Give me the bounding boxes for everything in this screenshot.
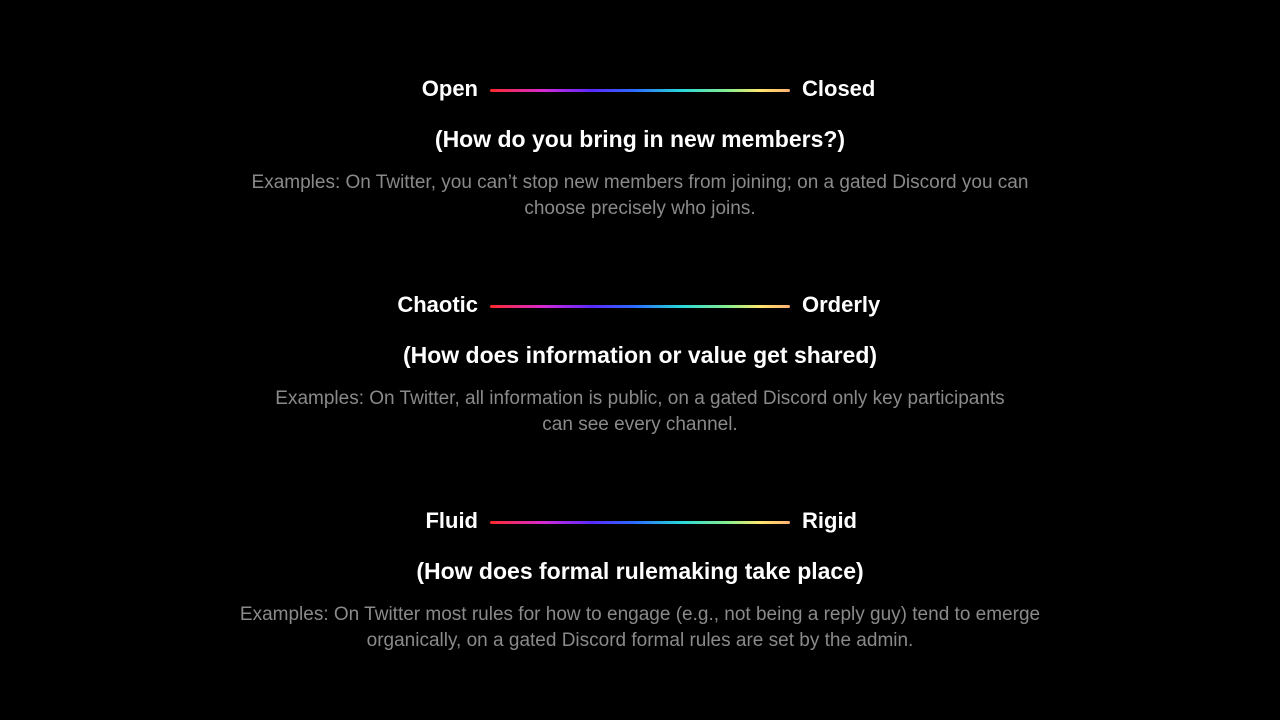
spectrum-row: [0, 506, 1280, 536]
spectrum-section-rulemaking: [0, 506, 1280, 654]
examples-line: Examples: On Twitter most rules for how to engage (e.g., not being a reply guy) tend to emerge: [239, 604, 1041, 625]
spectrum-row: [0, 290, 1280, 320]
spectrum-question: (How does formal rulemaking take place): [416, 558, 864, 584]
examples-line: organically, on a gated Discord formal rules are set by the admin.: [366, 630, 914, 651]
spectrum-examples: [160, 602, 1120, 654]
spectrum-right-label: Rigid: [802, 508, 857, 533]
spectrum-gradient-bar: [490, 521, 790, 524]
spectrum-question: (How does information or value get shared): [402, 342, 878, 368]
spectrum-section-information: [0, 290, 1280, 438]
spectrum-question: (How do you bring in new members?): [434, 126, 846, 152]
examples-line: choose precisely who joins.: [524, 198, 756, 219]
examples-line: Examples: On Twitter, all information is public, on a gated Discord only key participants: [275, 388, 1005, 409]
spectrum-left-label: Fluid: [425, 508, 478, 533]
spectrum-gradient-bar: [490, 305, 790, 308]
spectrum-right-label: Closed: [802, 76, 876, 101]
spectrum-section-membership: [0, 74, 1280, 222]
spectrum-left-label: Open: [421, 76, 478, 101]
spectrum-row: [0, 74, 1280, 104]
spectrum-left-label: Chaotic: [397, 292, 478, 317]
examples-line: Examples: On Twitter, you can’t stop new members from joining; on a gated Discord you can: [251, 172, 1029, 193]
spectrum-right-label: Orderly: [802, 292, 881, 317]
spectrum-examples: [160, 386, 1120, 438]
examples-line: can see every channel.: [542, 414, 738, 435]
spectrum-examples: [160, 170, 1120, 222]
spectrum-gradient-bar: [490, 89, 790, 92]
